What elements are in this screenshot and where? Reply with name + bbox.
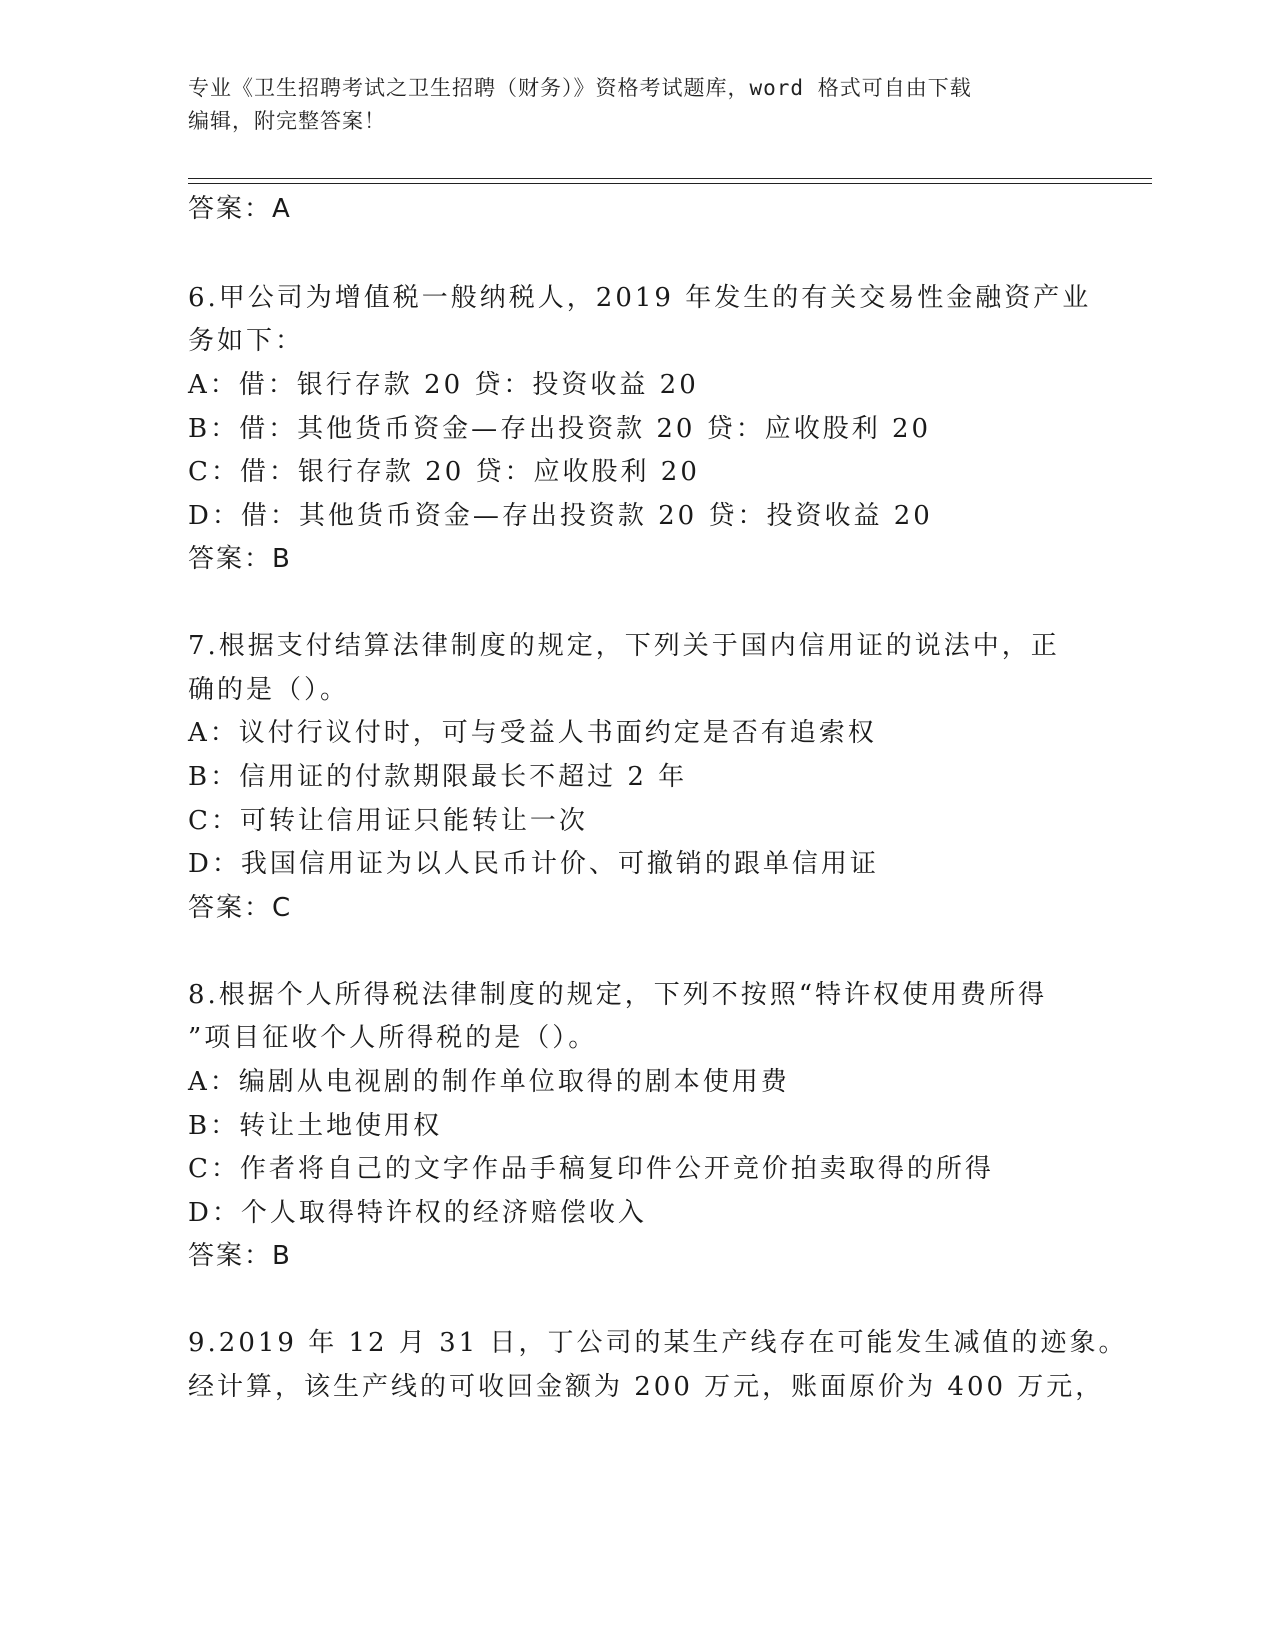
header-line-1: 专业《卫生招聘考试之卫生招聘（财务）》资格考试题库，word 格式可自由下载 [188, 76, 972, 100]
answer-q6: 答案：B [188, 544, 292, 574]
question-8-option-b: B：转让土地使用权 [188, 1111, 443, 1141]
question-6-option-d: D：借：其他货币资金—存出投资款 20 贷：投资收益 20 [188, 501, 933, 531]
question-8-option-c: C：作者将自己的文字作品手稿复印件公开竞价拍卖取得的所得 [188, 1154, 994, 1184]
question-6-stem-line-1: 6.甲公司为增值税一般纳税人，2019 年发生的有关交易性金融资产业 [188, 283, 1092, 313]
question-6-option-a: A：借：银行存款 20 贷：投资收益 20 [188, 370, 699, 400]
question-8-option-d: D：个人取得特许权的经济赔偿收入 [188, 1198, 647, 1228]
question-7-stem-line-2: 确的是（）。 [188, 675, 350, 705]
question-7-stem-line-1: 7.根据支付结算法律制度的规定，下列关于国内信用证的说法中，正 [188, 631, 1060, 661]
question-6-option-b: B：借：其他货币资金—存出投资款 20 贷：应收股利 20 [188, 414, 932, 444]
answer-q8: 答案：B [188, 1241, 292, 1271]
header-divider-top [188, 178, 1152, 179]
header-line-2: 编辑，附完整答案！ [188, 109, 386, 133]
header-divider-bottom [188, 183, 1152, 184]
question-8-stem-line-1: 8.根据个人所得税法律制度的规定，下列不按照“特许权使用费所得 [188, 980, 1048, 1010]
answer-q7: 答案：C [188, 893, 293, 923]
answer-q5: 答案：A [188, 194, 292, 224]
question-8-stem-line-2: ”项目征收个人所得税的是（）。 [188, 1023, 598, 1053]
document-header [188, 72, 1068, 138]
question-7-option-d: D：我国信用证为以人民币计价、可撤销的跟单信用证 [188, 849, 879, 879]
question-8-option-a: A：编剧从电视剧的制作单位取得的剧本使用费 [188, 1067, 790, 1097]
question-7-option-b: B：信用证的付款期限最长不超过 2 年 [188, 762, 688, 792]
question-9-stem-line-2: 经计算，该生产线的可收回金额为 200 万元，账面原价为 400 万元， [188, 1372, 1105, 1402]
question-7-option-c: C：可转让信用证只能转让一次 [188, 806, 588, 836]
question-6-stem-line-2: 务如下： [188, 326, 305, 356]
question-9-stem-line-1: 9.2019 年 12 月 31 日，丁公司的某生产线存在可能发生减值的迹象。 [188, 1328, 1128, 1358]
question-7-option-a: A：议付行议付时，可与受益人书面约定是否有追索权 [188, 718, 877, 748]
question-6-option-c: C：借：银行存款 20 贷：应收股利 20 [188, 457, 700, 487]
